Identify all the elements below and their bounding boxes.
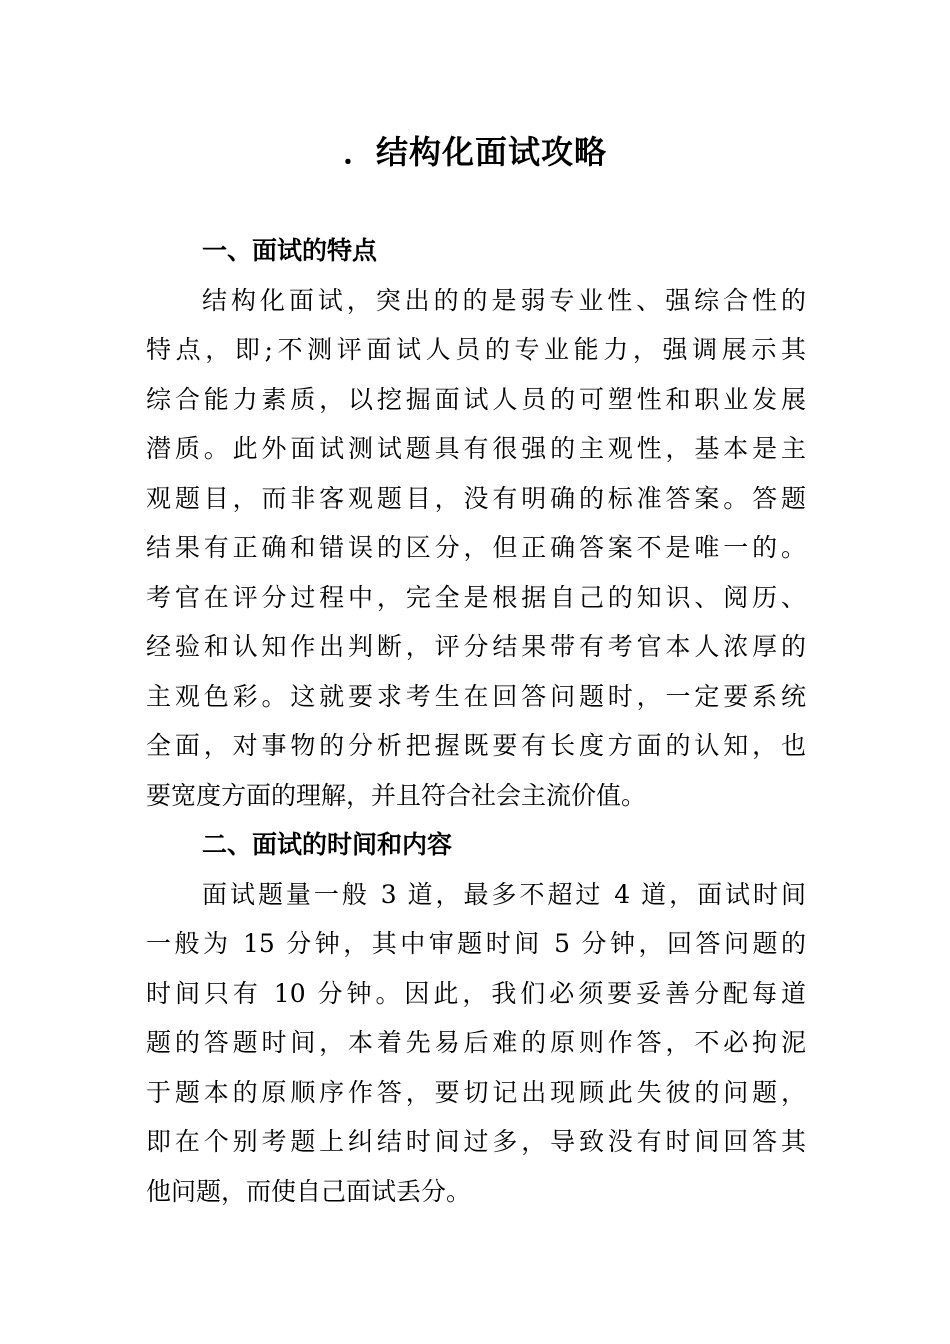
paragraph-line: 观题目，而非客观题目，没有明确的标准答案。答题 (146, 483, 806, 513)
section-heading-time-content: 二、面试的时间和内容 (202, 830, 453, 859)
paragraph-line: 一般为 15 分钟，其中审题时间 5 分钟，回答问题的 (146, 929, 806, 958)
paragraph-line: 经验和认知作出判断，评分结果带有考官本人浓厚的 (146, 632, 806, 661)
paragraph-time-content (146, 870, 806, 1217)
paragraph-line: 综合能力素质，以挖掘面试人员的可塑性和职业发展 (146, 384, 806, 414)
section-heading-features: 一、面试的特点 (202, 236, 378, 265)
paragraph-line: 时间只有 10 分钟。因此，我们必须要妥善分配每道 (146, 978, 806, 1008)
document-title: ．结构化面试攻略 (342, 133, 607, 171)
paragraph-line: 特点，即;不测评面试人员的专业能力，强调展示其 (146, 335, 806, 364)
paragraph-line: 面试题量一般 3 道，最多不超过 4 道，面试时间 (202, 879, 806, 909)
paragraph-line: 结构化面试，突出的的是弱专业性、强综合性的 (202, 285, 806, 315)
paragraph-line: 全面，对事物的分析把握既要有长度方面的认知，也 (146, 731, 806, 760)
paragraph-line: 考官在评分过程中，完全是根据自己的知识、阅历、 (146, 582, 806, 612)
paragraph-line: 他问题，而使自己面试丢分。 (146, 1176, 472, 1206)
paragraph-line: 主观色彩。这就要求考生在回答问题时，一定要系统 (146, 681, 806, 711)
paragraph-line: 结果有正确和错误的区分，但正确答案不是唯一的。 (146, 533, 806, 562)
paragraph-line: 潜质。此外面试测试题具有很强的主观性，基本是主 (146, 434, 806, 463)
paragraph-line: 于题本的原顺序作答，要切记出现顾此失彼的问题， (146, 1077, 806, 1107)
paragraph-line: 题的答题时间，本着先易后难的原则作答，不必拘泥 (146, 1028, 806, 1057)
paragraph-line: 要宽度方面的理解，并且符合社会主流价值。 (146, 780, 647, 810)
paragraph-line: 即在个别考题上纠结时间过多，导致没有时间回答其 (146, 1127, 806, 1156)
paragraph-features (146, 276, 806, 821)
document-body (146, 226, 806, 1216)
